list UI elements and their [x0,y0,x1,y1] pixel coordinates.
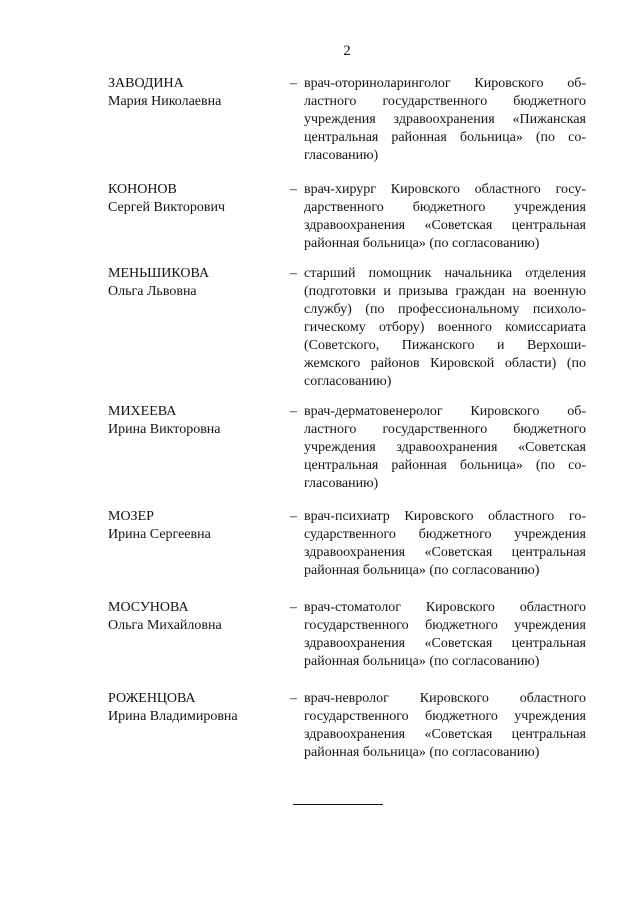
dash-separator: – [290,266,297,281]
person-surname: МИХЕЕВА [108,404,177,419]
position-line: районная больница» (по согласованию) [304,236,540,251]
position-line: старший помощник начальника отделения [304,266,586,281]
page-number: 2 [343,43,351,59]
person-name [108,690,278,726]
position-line: согласованию) [304,374,392,389]
position-line: центральная районная больница» (по со- [304,130,586,145]
position-line: врач-невролог Кировского областного [304,691,586,706]
position-line: (подготовки и призыва граждан на военную [304,284,586,299]
position-line: районная больница» (по согласованию) [304,563,540,578]
position-line: сударственного бюджетного учреждения [304,527,586,542]
position-line: дарственного бюджетного учреждения [304,200,586,215]
position-line: учреждения здравоохранения «Пижанская [304,112,586,127]
position-line: здравоохранения «Советская центральная [304,727,586,742]
person-name [108,75,278,111]
position-line: здравоохранения «Советская центральная [304,218,586,233]
person-surname: МОЗЕР [108,509,154,524]
position-line: гласованию) [304,148,379,163]
dash-separator: – [290,76,297,91]
person-position [304,181,586,253]
position-line: здравоохранения «Советская центральная [304,545,586,560]
person-position [304,265,586,391]
position-line: (Советского, Пижанского и Верхоши- [304,338,586,353]
position-line: врач-оториноларинголог Кировского об- [304,76,586,91]
person-given-name: Сергей Викторович [108,200,226,215]
position-line: врач-стоматолог Кировского областного [304,600,586,615]
person-surname: МОСУНОВА [108,600,189,615]
position-line: гласованию) [304,476,379,491]
person-name [108,265,278,301]
position-line: ластного государственного бюджетного [304,422,586,437]
dash-separator: – [290,509,297,524]
person-given-name: Ирина Владимировна [108,709,238,724]
dash-separator: – [290,404,297,419]
dash-separator: – [290,691,297,706]
position-line: государственного бюджетного учреждения [304,618,586,633]
person-position [304,75,586,165]
position-line: центральная районная больница» (по со- [304,458,586,473]
dash-separator: – [290,600,297,615]
person-surname: РОЖЕНЦОВА [108,691,196,706]
person-position [304,403,586,493]
person-name [108,403,278,439]
position-line: гическому отбору) военного комиссариата [304,320,586,335]
person-surname: МЕНЬШИКОВА [108,266,210,281]
person-surname: ЗАВОДИНА [108,76,184,91]
position-line: районная больница» (по согласованию) [304,654,540,669]
position-line: государственного бюджетного учреждения [304,709,586,724]
person-name [108,181,278,217]
position-line: жемского районов Кировской области) (по [304,356,586,371]
position-line: учреждения здравоохранения «Советская [304,440,586,455]
person-given-name: Ольга Львовна [108,284,197,299]
position-line: врач-дерматовенеролог Кировского об- [304,404,586,419]
person-surname: КОНОНОВ [108,182,177,197]
person-position [304,508,586,580]
person-given-name: Ольга Михайловна [108,618,222,633]
person-name [108,599,278,635]
closing-divider-line [293,804,383,805]
person-name [108,508,278,544]
person-given-name: Ирина Викторовна [108,422,221,437]
position-line: врач-психиатр Кировского областного го- [304,509,586,524]
position-line: службу) (по профессиональному психоло- [304,302,586,317]
person-given-name: Ирина Сергеевна [108,527,211,542]
person-given-name: Мария Николаевна [108,94,222,109]
position-line: врач-хирург Кировского областного госу- [304,182,586,197]
person-position [304,690,586,762]
dash-separator: – [290,182,297,197]
position-line: районная больница» (по согласованию) [304,745,540,760]
person-position [304,599,586,671]
position-line: здравоохранения «Советская центральная [304,636,586,651]
position-line: ластного государственного бюджетного [304,94,586,109]
